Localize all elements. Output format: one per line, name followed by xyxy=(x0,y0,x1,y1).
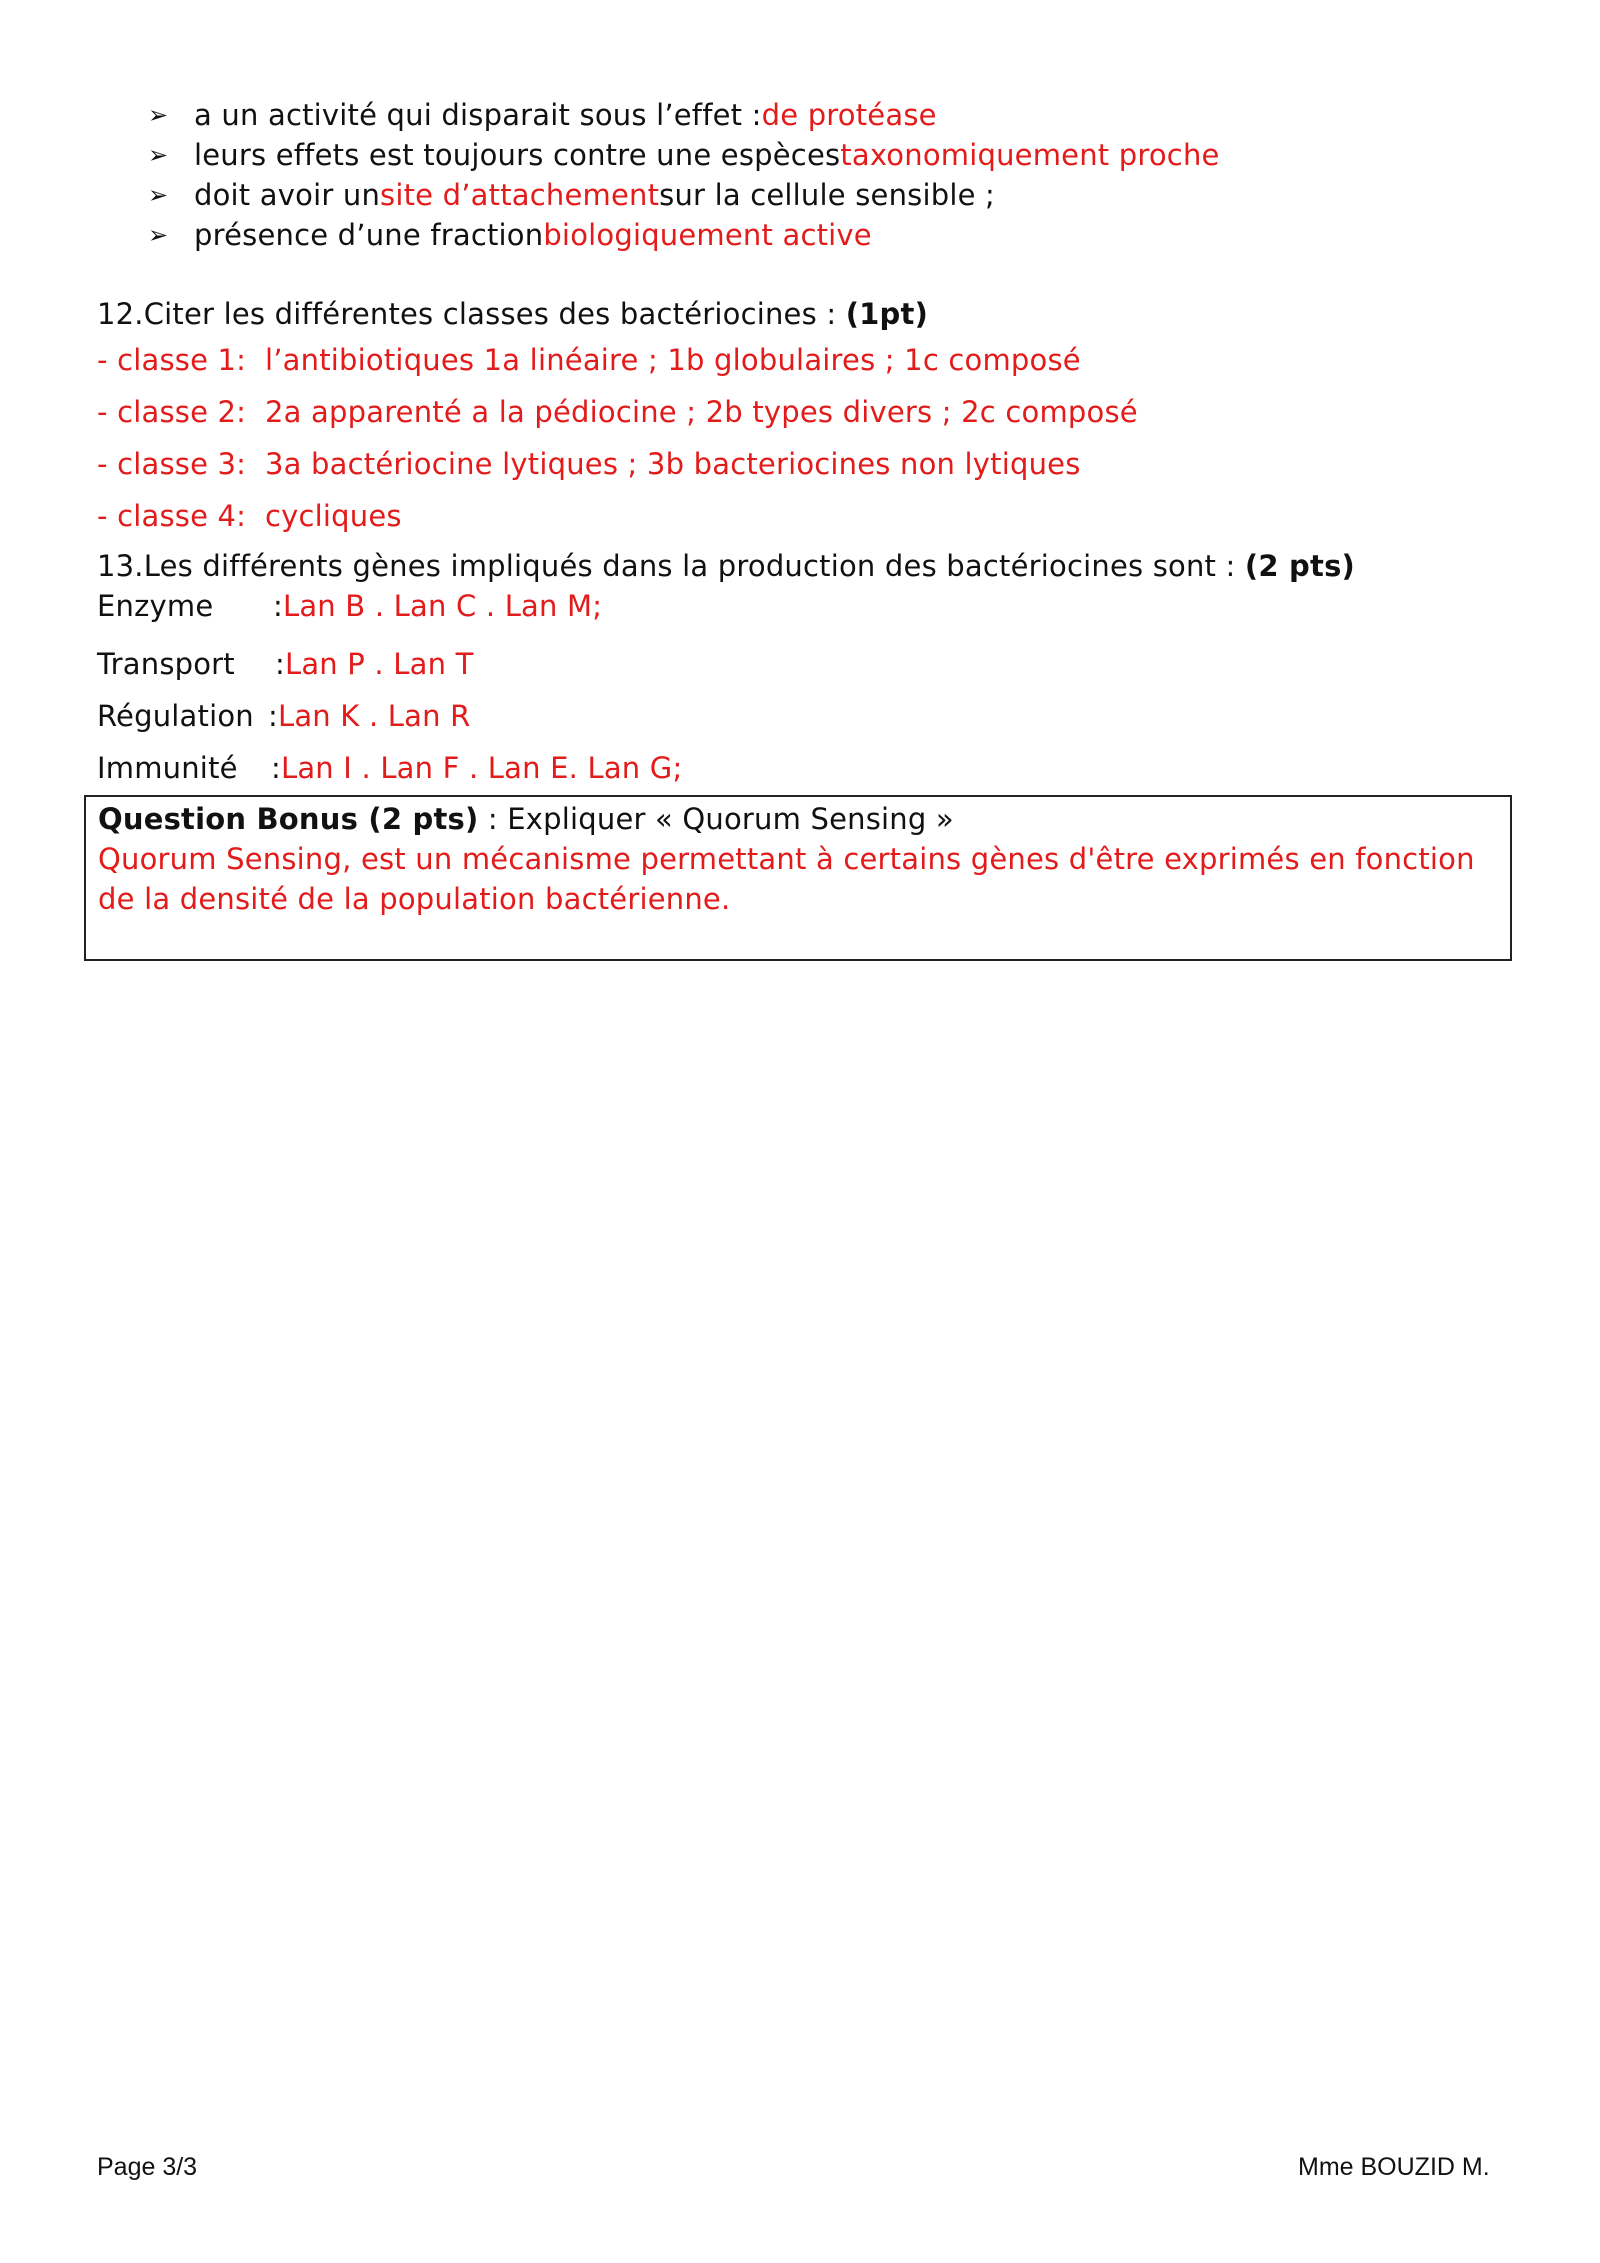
class-label: - classe 4: xyxy=(97,499,247,533)
question-13-title xyxy=(97,546,1355,586)
arrowhead-bullet-icon: ➢ xyxy=(148,221,169,249)
class-answer: 3a bactériocine lytiques ; 3b bacteriocines non lytiques xyxy=(265,447,1081,481)
bonus-question: : Expliquer « Quorum Sensing » xyxy=(478,802,954,836)
list-item xyxy=(148,175,1220,215)
gene-separator: : xyxy=(273,589,283,623)
item-text: a un activité qui disparait sous l’effet : xyxy=(194,98,762,132)
class-answer: l’antibiotiques 1a linéaire ; 1b globulaires ; 1c composé xyxy=(265,343,1081,377)
class-row xyxy=(97,438,1138,490)
author-name: Mme BOUZID M. xyxy=(1298,2153,1490,2181)
gene-row-immunite xyxy=(97,742,1355,794)
question-13 xyxy=(97,546,1355,794)
list-item xyxy=(148,95,1220,135)
question-12-points: (1pt) xyxy=(845,297,929,331)
arrowhead-bullet-icon: ➢ xyxy=(148,181,169,209)
gene-answer: Lan B . Lan C . Lan M; xyxy=(282,589,603,623)
item-answer: biologiquement active xyxy=(543,218,872,252)
gene-row-regulation xyxy=(97,690,1355,742)
class-row xyxy=(97,334,1138,386)
question-12-text: 12.Citer les différentes classes des bactériocines : xyxy=(97,297,846,331)
gene-label: Transport xyxy=(97,647,235,681)
item-answer: taxonomiquement proche xyxy=(840,138,1220,172)
gene-separator: : xyxy=(268,699,278,733)
item-answer: de protéase xyxy=(761,98,937,132)
item-text: leurs effets est toujours contre une espèces xyxy=(194,138,841,172)
item-answer: site d’attachement xyxy=(380,178,660,212)
question-13-points: (2 pts) xyxy=(1244,549,1355,583)
class-row xyxy=(97,490,1138,542)
gene-answer: Lan P . Lan T xyxy=(284,647,474,681)
bonus-answer: Quorum Sensing, est un mécanisme permettant à certains gènes d'être exprimés en fonction de la densité de la population bactérienne. xyxy=(98,842,1475,916)
list-item xyxy=(148,215,1220,255)
item-text: présence d’une fraction xyxy=(194,218,544,252)
question-12 xyxy=(97,294,1138,542)
gene-answer: Lan K . Lan R xyxy=(277,699,471,733)
class-label: - classe 2: xyxy=(97,395,247,429)
arrowhead-bullet-icon: ➢ xyxy=(148,141,169,169)
item-suffix: sur la cellule sensible ; xyxy=(659,178,996,212)
gene-answer: Lan I . Lan F . Lan E. Lan G; xyxy=(280,751,683,785)
class-label: - classe 3: xyxy=(97,447,247,481)
bonus-question-line xyxy=(98,799,1510,839)
gene-row-transport xyxy=(97,638,1355,690)
class-row xyxy=(97,386,1138,438)
arrowhead-bullet-icon: ➢ xyxy=(148,101,169,129)
criteria-list xyxy=(148,95,1220,255)
class-label: - classe 1: xyxy=(97,343,247,377)
gene-row-enzyme xyxy=(97,586,1355,626)
gene-separator: : xyxy=(271,751,281,785)
item-text: doit avoir un xyxy=(194,178,381,212)
class-answer: 2a apparenté a la pédiocine ; 2b types divers ; 2c composé xyxy=(265,395,1138,429)
class-answer: cycliques xyxy=(265,499,402,533)
list-item xyxy=(148,135,1220,175)
question-12-title xyxy=(97,294,1138,334)
question-13-text: 13.Les différents gènes impliqués dans la production des bactériocines sont : xyxy=(97,549,1245,583)
bonus-question-box xyxy=(84,795,1512,961)
gene-label: Immunité xyxy=(97,751,238,785)
gene-label: Enzyme xyxy=(97,589,214,623)
bonus-title: Question Bonus (2 pts) xyxy=(98,802,479,836)
page-number: Page 3/3 xyxy=(97,2153,198,2181)
gene-label: Régulation xyxy=(97,699,254,733)
gene-separator: : xyxy=(275,647,285,681)
